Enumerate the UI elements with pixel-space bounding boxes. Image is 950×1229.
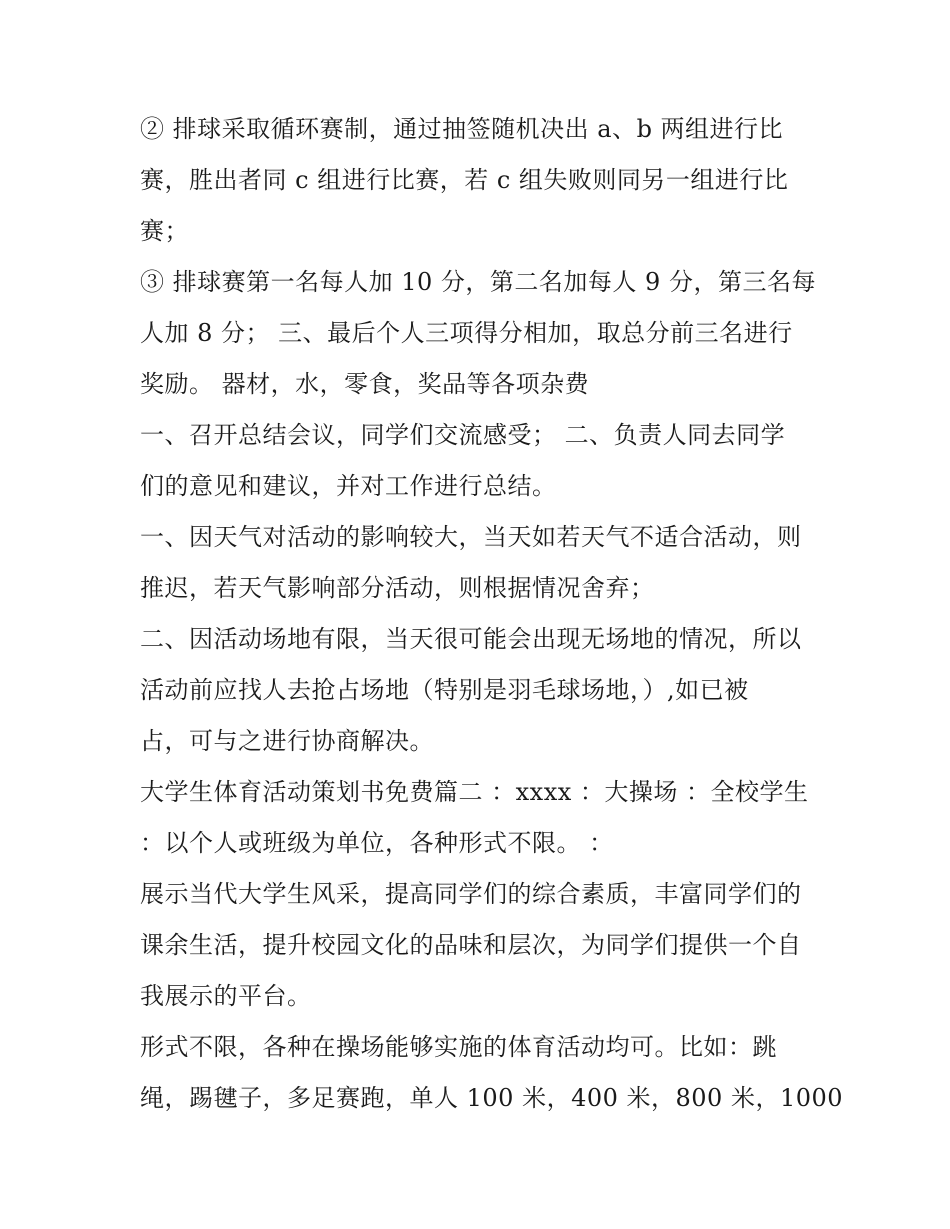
text-line: 二、因活动场地有限，当天很可能会出现无场地的情况，所以 <box>140 625 802 653</box>
text-line: 一、因天气对活动的影响较大，当天如若天气不适合活动，则 <box>140 523 802 551</box>
text-line: 奖励。 器材，水，零食，奖品等各项杂费 <box>140 370 590 398</box>
text-line: 人加 8 分； 三、最后个人三项得分相加，取总分前三名进行 <box>140 319 793 347</box>
text-line: 赛； <box>140 217 189 245</box>
text-line: 一、召开总结会议，同学们交流感受； 二、负责人同去同学 <box>140 421 786 449</box>
text-line: 活动前应找人去抢占场地（特别是羽毛球场地，）,如已被 <box>140 676 749 704</box>
text-line: 绳，踢毽子，多足赛跑，单人 100 米，400 米，800 米，1000 <box>140 1084 844 1112</box>
text-line: 课余生活，提升校园文化的品味和层次，为同学们提供一个自 <box>140 931 802 959</box>
text-line: 占，可与之进行协商解决。 <box>140 727 434 755</box>
text-line: ② 排球采取循环赛制，通过抽签随机决出 a、b 两组进行比 <box>140 115 784 143</box>
text-line: 大学生体育活动策划书免费篇二 ：xxxx ：大操场 ：全校学生 <box>140 778 809 806</box>
text-line: 赛，胜出者同 c 组进行比赛，若 c 组失败则同另一组进行比 <box>140 166 789 194</box>
text-line: 形式不限，各种在操场能够实施的体育活动均可。比如：跳 <box>140 1033 777 1061</box>
text-line: ③ 排球赛第一名每人加 10 分，第二名加每人 9 分，第三名每 <box>140 268 816 296</box>
text-line: 推迟，若天气影响部分活动，则根据情况舍弃； <box>140 574 655 602</box>
text-line: 们的意见和建议，并对工作进行总结。 <box>140 472 557 500</box>
text-line: 展示当代大学生风采，提高同学们的综合素质，丰富同学们的 <box>140 880 802 908</box>
text-line: 我展示的平台。 <box>140 982 312 1010</box>
text-line: ：以个人或班级为单位，各种形式不限。 ： <box>140 829 614 857</box>
